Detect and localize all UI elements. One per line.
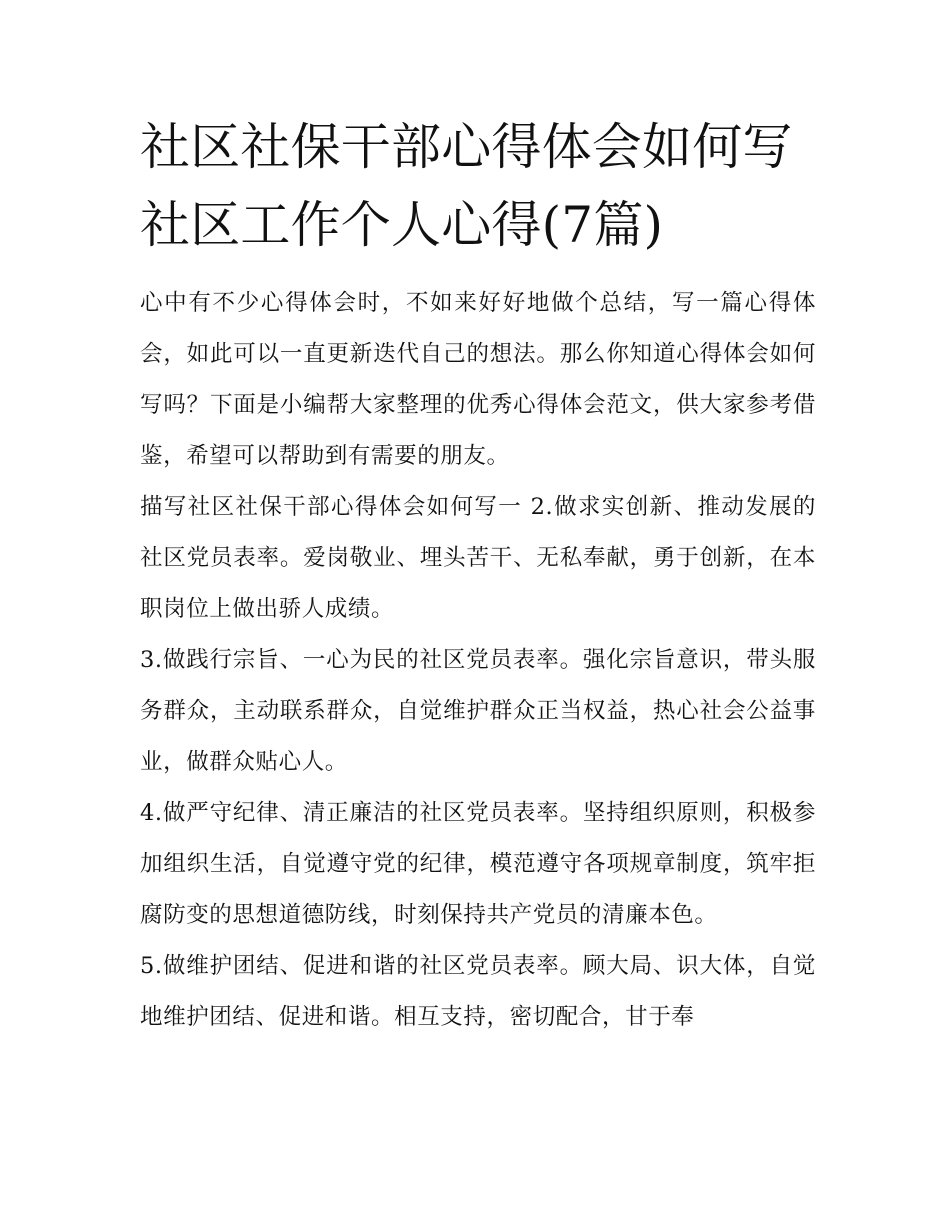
- paragraph-item-5: 5.做维护团结、促进和谐的社区党员表率。顾大局、识大体，自觉地维护团结、促进和谐。相互支持，密切配合，甘于奉: [140, 953, 816, 1030]
- paragraph-item-2: 描写社区社保干部心得体会如何写一 2.做求实创新、推动发展的社区党员表率。爱岗敬业、埋头苦干、无私奉献，勇于创新，在本职岗位上做出骄人成绩。: [140, 494, 816, 622]
- document-content: [140, 108, 816, 1043]
- title-line-2: [140, 186, 816, 264]
- document-body: [140, 278, 816, 1043]
- paragraph-intro: 心中有不少心得体会时，不如来好好地做个总结，写一篇心得体会，如此可以一直更新迭代自己的想法。那么你知道心得体会如何写吗？下面是小编帮大家整理的优秀心得体会范文，供大家参考借鉴，希望可以帮助到有需要的朋友。: [140, 290, 816, 469]
- paragraph-item-4: 4.做严守纪律、清正廉洁的社区党员表率。坚持组织原则，积极参加组织生活，自觉遵守党的纪律，模范遵守各项规章制度，筑牢拒腐防变的思想道德防线，时刻保持共产党员的清廉本色。: [140, 800, 816, 928]
- paragraph-item-3: 3.做践行宗旨、一心为民的社区党员表率。强化宗旨意识，带头服务群众，主动联系群众，自觉维护群众正当权益，热心社会公益事业，做群众贴心人。: [140, 647, 816, 775]
- title-line-1: 社区社保干部心得体会如何写: [140, 118, 793, 176]
- title-line-2-text: 社区工作个人心得(7篇): [140, 196, 664, 254]
